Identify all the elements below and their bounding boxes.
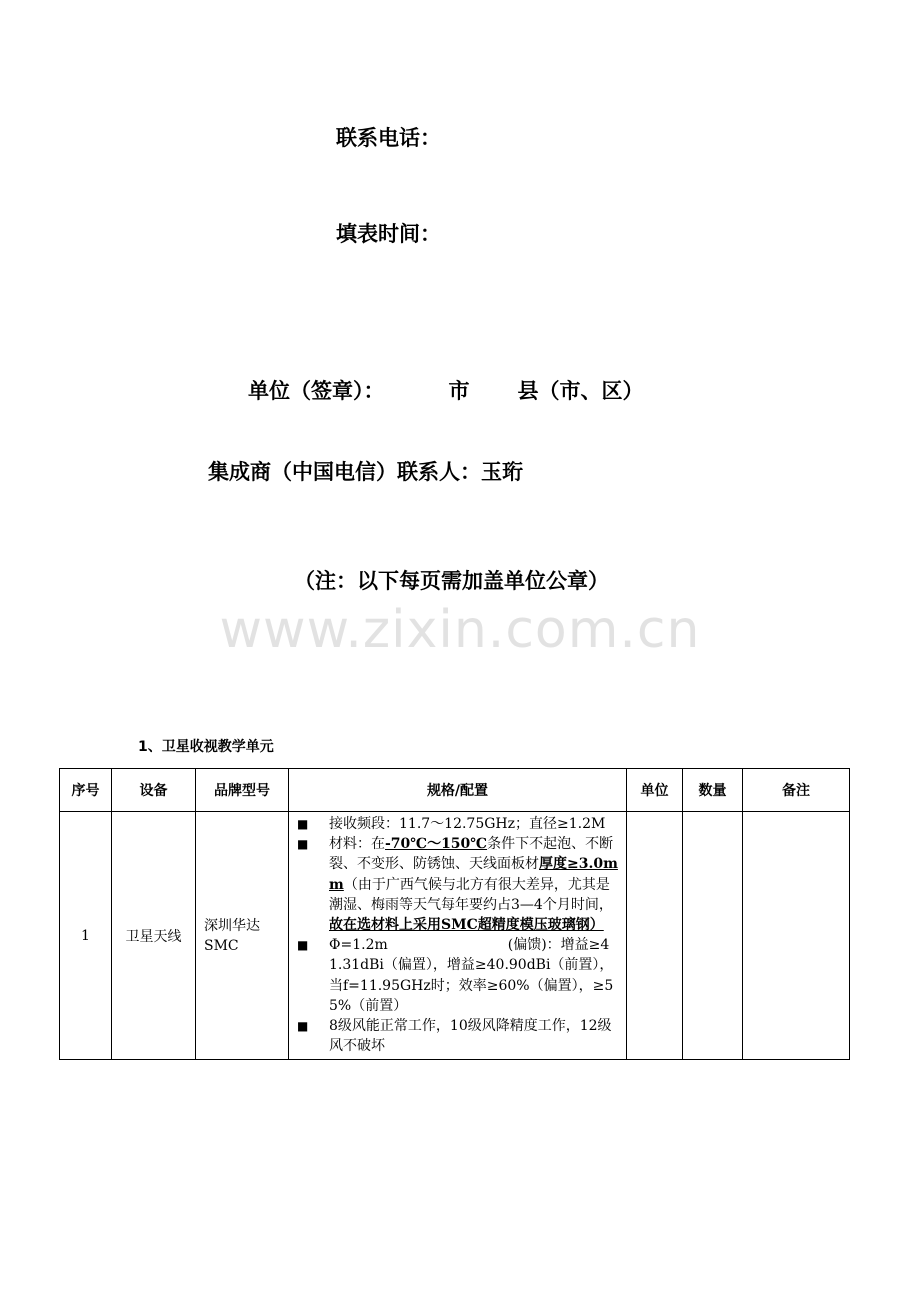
header-remark: 备注 bbox=[743, 769, 850, 812]
spec-gain-detail: (偏馈)：增益≥41.31dBi（偏置），增益≥40.90dBi（前置），当f=11.95GHz时；效率≥60%（偏置），≥55%（前置） bbox=[329, 937, 614, 1014]
cell-unit bbox=[627, 812, 683, 1060]
spec-item-wind bbox=[293, 1016, 622, 1056]
spec-material-prefix: 材料：在 bbox=[329, 836, 385, 853]
city-label: 市 bbox=[448, 379, 470, 403]
spec-material-body: 条件下不起泡、不断裂、不变形、防锈蚀、天线面板材 bbox=[329, 836, 614, 873]
black-square-icon: ■ bbox=[297, 1019, 309, 1034]
spec-text: 接收频段：11.7～12.75GHz；直径≥1.2M bbox=[329, 816, 606, 832]
spec-item-frequency bbox=[293, 814, 622, 834]
header-brand: 品牌型号 bbox=[196, 769, 289, 812]
cell-remark bbox=[743, 812, 850, 1060]
spec-text bbox=[329, 935, 622, 1016]
cell-device: 卫星天线 bbox=[112, 812, 196, 1060]
unit-seal-line bbox=[248, 375, 644, 405]
spec-temperature-range: -70℃～150℃ bbox=[385, 836, 488, 853]
contact-phone-label: 联系电话： bbox=[336, 126, 441, 150]
spec-climate-note: （由于广西气候与北方有很大差异，尤其是潮湿、梅雨等天气每年要约占3—4个月时间， bbox=[329, 876, 613, 913]
table-header-row bbox=[60, 769, 850, 812]
black-square-icon: ■ bbox=[297, 837, 309, 852]
spec-item-material bbox=[293, 834, 622, 935]
black-square-icon: ■ bbox=[297, 938, 309, 953]
spec-text bbox=[329, 834, 622, 935]
cell-index: 1 bbox=[60, 812, 112, 1060]
seal-note: （注：以下每页需加盖单位公章） bbox=[294, 569, 609, 593]
cell-spec bbox=[289, 812, 627, 1060]
spec-list bbox=[293, 814, 622, 1056]
watermark: www.zixin.com.cn bbox=[219, 600, 701, 660]
black-square-icon: ■ bbox=[297, 817, 309, 831]
cell-brand: 深圳华达SMC bbox=[196, 812, 289, 1060]
section-title: 1、卫星收视教学单元 bbox=[138, 739, 274, 755]
spec-material-choice: 故在选材料上采用SMC超精度模压玻璃钢） bbox=[329, 917, 604, 934]
integrator-contact-label: 集成商（中国电信）联系人：玉珩 bbox=[208, 460, 523, 484]
header-spec: 规格/配置 bbox=[289, 769, 627, 812]
table-row bbox=[60, 812, 850, 1060]
header-device: 设备 bbox=[112, 769, 196, 812]
header-quantity: 数量 bbox=[683, 769, 743, 812]
header-unit: 单位 bbox=[627, 769, 683, 812]
fill-date-label: 填表时间： bbox=[336, 222, 441, 246]
spec-text: 8级风能正常工作，10级风降精度工作，12级风不破坏 bbox=[329, 1018, 612, 1055]
cell-quantity bbox=[683, 812, 743, 1060]
county-label: 县（市、区） bbox=[517, 379, 644, 403]
equipment-table bbox=[59, 768, 850, 1060]
unit-seal-label: 单位（签章）： bbox=[248, 379, 385, 403]
spec-diameter: Φ=1.2m bbox=[329, 937, 388, 954]
header-index: 序号 bbox=[60, 769, 112, 812]
spec-thickness: 厚度≥3.0mm bbox=[329, 856, 618, 893]
spec-item-gain bbox=[293, 935, 622, 1016]
